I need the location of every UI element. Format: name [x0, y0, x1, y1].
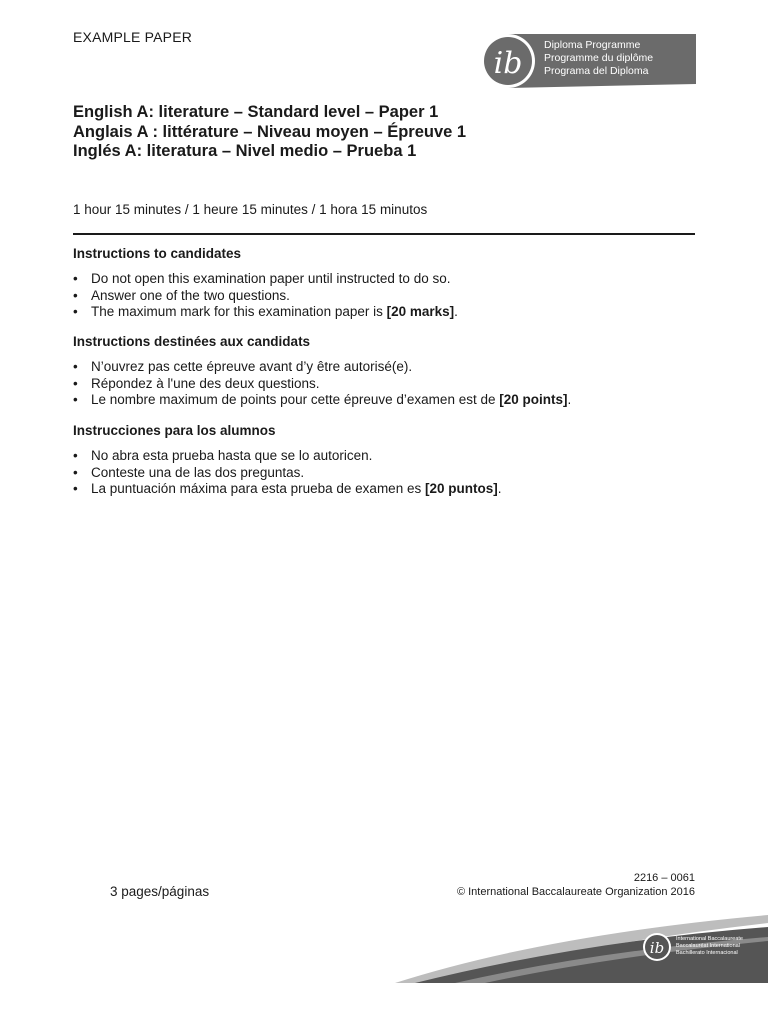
instructions-list-english	[73, 271, 458, 321]
list-item: • Répondez à l'une des deux questions.	[73, 376, 571, 393]
instructions-heading-french: Instructions destinées aux candidats	[73, 334, 311, 349]
footer-logo-text	[676, 936, 743, 957]
footer-ib-logo-icon	[642, 932, 672, 962]
title-english: English A: literature – Standard level – Paper 1	[73, 103, 439, 121]
divider-rule	[73, 233, 695, 235]
logo-line-3: Programa del Diploma	[544, 65, 649, 77]
instructions-list-french	[73, 359, 571, 409]
logo-line-2: Programme du diplôme	[544, 52, 654, 64]
logo-line-1: Diploma Programme	[544, 39, 641, 51]
list-item: • Conteste una de las dos preguntas.	[73, 465, 501, 482]
title-spanish: Inglés A: literatura – Nivel medio – Prueba 1	[73, 142, 417, 160]
copyright-notice: © International Baccalaureate Organization 2016	[456, 886, 695, 898]
list-item: • La puntuación máxima para esta prueba de examen es [20 puntos].	[73, 481, 501, 498]
footer-logo-line-3: Bachillerato Internacional	[676, 950, 738, 956]
instructions-list-spanish	[73, 448, 501, 498]
paper-code: 2216 – 0061	[633, 872, 695, 884]
ib-logo-mark: ib	[493, 46, 523, 81]
paper-titles	[73, 103, 466, 162]
list-item: • Answer one of the two questions.	[73, 288, 458, 305]
page-count: 3 pages/páginas	[110, 884, 210, 899]
list-item: • No abra esta prueba hasta que se lo autoricen.	[73, 448, 501, 465]
list-item: • The maximum mark for this examination paper is [20 marks].	[73, 304, 458, 321]
title-french: Anglais A : littérature – Niveau moyen – Épreuve 1	[73, 122, 467, 141]
list-item: • N’ouvrez pas cette épreuve avant d’y être autorisé(e).	[73, 359, 571, 376]
ib-diploma-logo	[478, 34, 696, 88]
instructions-heading-spanish: Instrucciones para los alumnos	[73, 423, 276, 438]
footer-logo-line-1: International Baccalaureate	[676, 936, 743, 942]
exam-duration: 1 hour 15 minutes / 1 heure 15 minutes / 1 hora 15 minutos	[73, 202, 428, 217]
footer-logo-line-2: Baccalauréat International	[676, 943, 740, 949]
example-paper-label: EXAMPLE PAPER	[73, 29, 193, 45]
list-item: • Do not open this examination paper until instructed to do so.	[73, 271, 458, 288]
instructions-heading-english: Instructions to candidates	[73, 246, 242, 261]
list-item: • Le nombre maximum de points pour cette épreuve d’examen est de [20 points].	[73, 392, 571, 409]
footer-ib-mark: ib	[649, 939, 665, 957]
